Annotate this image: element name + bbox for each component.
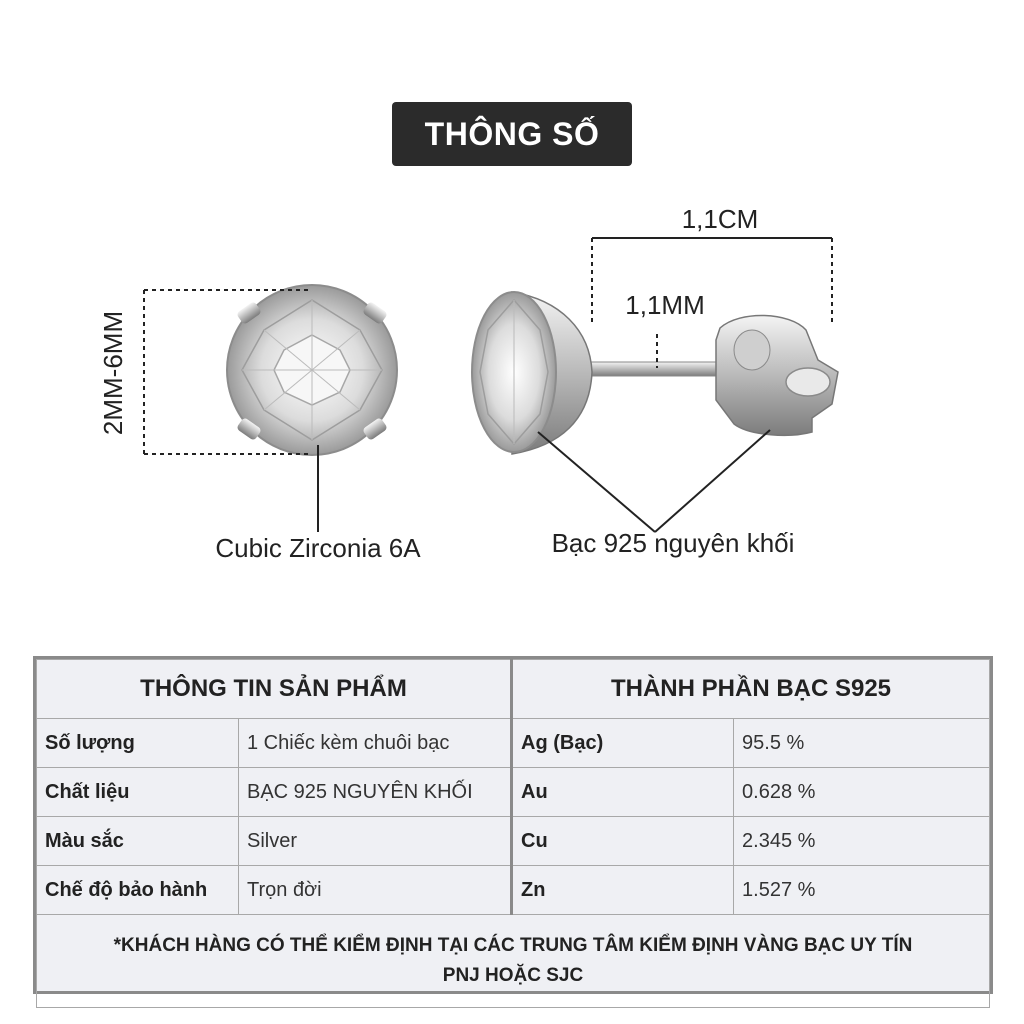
row-value: Silver [239,817,512,866]
product-info-header: THÔNG TIN SẢN PHẨM [37,660,512,719]
element-percent: 1.527 % [734,866,990,915]
row-value: 1 Chiếc kèm chuôi bạc [239,719,512,768]
verification-note-line2: PNJ HOẶC SJC [442,965,584,986]
element-percent: 0.628 % [734,768,990,817]
table-row [37,768,990,817]
verification-note-line1: *KHÁCH HÀNG CÓ THỂ KIỂM ĐỊNH TẠI CÁC TRUNG TÂM KIỂM ĐỊNH VÀNG BẠC UY TÍN [113,935,913,956]
table-row [37,866,990,915]
spec-table [33,656,993,994]
stone-top-view [227,285,397,455]
row-value: Trọn đời [239,866,512,915]
element-name: Zn [512,866,734,915]
element-name: Au [512,768,734,817]
element-percent: 2.345 % [734,817,990,866]
page-title: THÔNG SỐ [392,102,632,166]
element-name: Cu [512,817,734,866]
silver-composition-header: THÀNH PHẦN BẠC S925 [512,660,990,719]
pin-label: 1,1MM [625,290,705,320]
row-label: Chế độ bảo hành [37,866,239,915]
element-name: Ag (Bạc) [512,719,734,768]
row-label: Số lượng [37,719,239,768]
table-row [37,719,990,768]
product-illustration [0,180,1024,580]
material-pointer-lines [538,430,770,532]
stone-size-label: 2MM-6MM [98,310,128,436]
row-value: BẠC 925 NGUYÊN KHỐI [239,768,512,817]
width-label: 1,1CM [681,204,759,234]
element-percent: 95.5 % [734,719,990,768]
row-label: Màu sắc [37,817,239,866]
stone-label: Cubic Zirconia 6A [215,533,421,563]
row-label: Chất liệu [37,768,239,817]
material-label: Bạc 925 nguyên khối [551,528,795,558]
verification-note [37,915,990,1008]
table-row [37,817,990,866]
